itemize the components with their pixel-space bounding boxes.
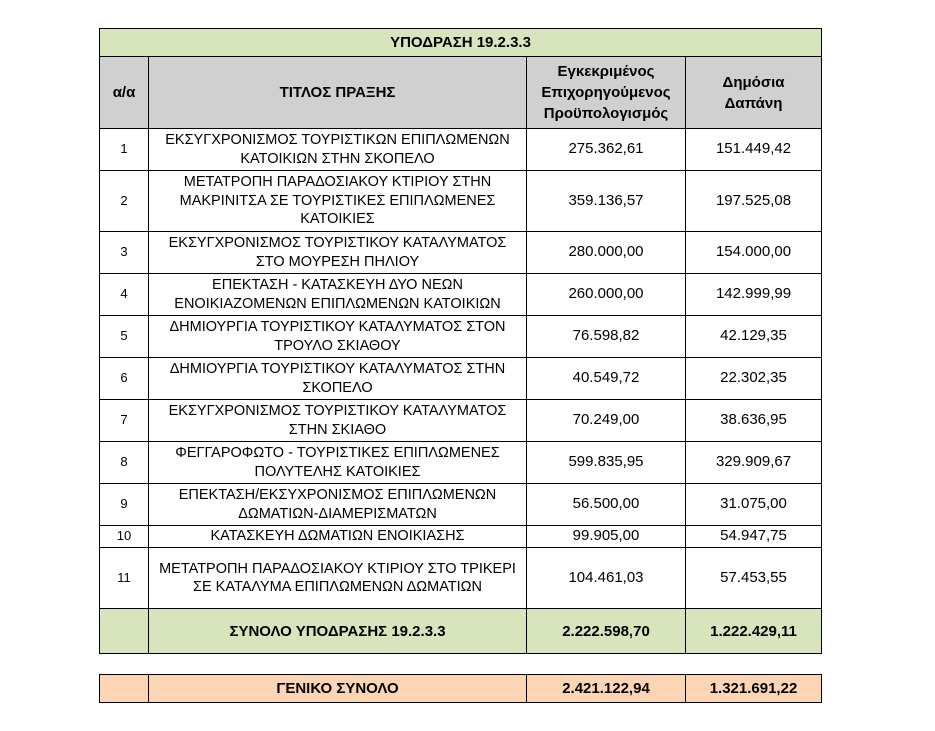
row-public: 329.909,67 (686, 442, 822, 484)
row-budget: 40.549,72 (527, 358, 686, 400)
row-title: ΚΑΤΑΣΚΕΥΗ ΔΩΜΑΤΙΩΝ ΕΝΟΙΚΙΑΣΗΣ (149, 526, 527, 548)
row-aa: 4 (100, 274, 149, 316)
row-public: 57.453,55 (686, 548, 822, 609)
header-budget-line: Προϋπολογισμός (543, 105, 669, 122)
grand-total-row (100, 675, 822, 703)
table-row (100, 129, 822, 171)
table-row (100, 526, 822, 548)
row-aa: 9 (100, 484, 149, 526)
table-row (100, 400, 822, 442)
row-public: 42.129,35 (686, 316, 822, 358)
row-public: 151.449,42 (686, 129, 822, 171)
header-public (686, 57, 822, 129)
row-aa: 2 (100, 171, 149, 232)
row-budget: 280.000,00 (527, 232, 686, 274)
grand-total-table (99, 674, 822, 703)
grand-total-budget: 2.421.122,94 (527, 675, 686, 703)
row-budget: 76.598,82 (527, 316, 686, 358)
grand-total-empty-cell (100, 675, 149, 703)
subtotal-empty-cell (100, 609, 149, 654)
table-row (100, 232, 822, 274)
row-public: 154.000,00 (686, 232, 822, 274)
subtotal-row (100, 609, 822, 654)
header-title: ΤΙΤΛΟΣ ΠΡΑΞΗΣ (149, 57, 527, 129)
row-title: ΦΕΓΓΑΡΟΦΩΤΟ - ΤΟΥΡΙΣΤΙΚΕΣ ΕΠΙΠΛΩΜΕΝΕΣ ΠΟΛΥΤΕΛΗΣ ΚΑΤΟΙΚΙΕΣ (149, 442, 527, 484)
row-public: 197.525,08 (686, 171, 822, 232)
table-row (100, 484, 822, 526)
table-row (100, 548, 822, 609)
grand-total-label: ΓΕΝΙΚΟ ΣΥΝΟΛΟ (149, 675, 527, 703)
row-aa: 6 (100, 358, 149, 400)
row-aa: 8 (100, 442, 149, 484)
table-row (100, 316, 822, 358)
row-budget: 56.500,00 (527, 484, 686, 526)
row-public: 142.999,99 (686, 274, 822, 316)
row-budget: 599.835,95 (527, 442, 686, 484)
header-budget (527, 57, 686, 129)
subtotal-label: ΣΥΝΟΛΟ ΥΠΟΔΡΑΣΗΣ 19.2.3.3 (149, 609, 527, 654)
row-title: ΔΗΜΙΟΥΡΓΙΑ ΤΟΥΡΙΣΤΙΚΟΥ ΚΑΤΑΛΥΜΑΤΟΣ ΣΤΟΝ ΤΡΟΥΛΟ ΣΚΙΑΘΟΥ (149, 316, 527, 358)
subaction-title: ΥΠΟΔΡΑΣΗ 19.2.3.3 (100, 29, 822, 57)
header-budget-line: Εγκεκριμένος (557, 63, 655, 80)
header-public-line: Δαπάνη (724, 94, 783, 112)
row-title: ΕΚΣΥΓΧΡΟΝΙΣΜΟΣ ΤΟΥΡΙΣΤΙΚΩΝ ΕΠΙΠΛΩΜΕΝΩΝ ΚΑΤΟΙΚΙΩΝ ΣΤΗΝ ΣΚΟΠΕΛΟ (149, 129, 527, 171)
header-row (100, 57, 822, 129)
row-title: ΕΠΕΚΤΑΣΗ/ΕΚΣΥΧΡΟΝΙΣΜΟΣ ΕΠΙΠΛΩΜΕΝΩΝ ΔΩΜΑΤΙΩΝ-ΔΙΑΜΕΡΙΣΜΑΤΩΝ (149, 484, 527, 526)
row-aa: 7 (100, 400, 149, 442)
header-budget-line: Επιχορηγούμενος (541, 84, 671, 101)
row-public: 22.302,35 (686, 358, 822, 400)
row-title: ΜΕΤΑΤΡΟΠΗ ΠΑΡΑΔΟΣΙΑΚΟΥ ΚΤΙΡΙΟΥ ΣΤΟ ΤΡΙΚΕΡΙ ΣΕ ΚΑΤΑΛΥΜΑ ΕΠΙΠΛΩΜΕΝΩΝ ΔΩΜΑΤΙΩΝ (149, 548, 527, 609)
row-title: ΜΕΤΑΤΡΟΠΗ ΠΑΡΑΔΟΣΙΑΚΟΥ ΚΤΙΡΙΟΥ ΣΤΗΝ ΜΑΚΡΙΝΙΤΣΑ ΣΕ ΤΟΥΡΙΣΤΙΚΕΣ ΕΠΙΠΛΩΜΕΝΕΣ ΚΑΤΟΙΚΙΕΣ (149, 171, 527, 232)
row-aa: 10 (100, 526, 149, 548)
row-aa: 11 (100, 548, 149, 609)
row-budget: 70.249,00 (527, 400, 686, 442)
row-title: ΕΠΕΚΤΑΣΗ - ΚΑΤΑΣΚΕΥΗ ΔΥΟ ΝΕΩΝ ΕΝΟΙΚΙΑΖΟΜΕΝΩΝ ΕΠΙΠΛΩΜΕΝΩΝ ΚΑΤΟΙΚΙΩΝ (149, 274, 527, 316)
header-aa: α/α (100, 57, 149, 129)
row-budget: 275.362,61 (527, 129, 686, 171)
row-public: 38.636,95 (686, 400, 822, 442)
row-aa: 1 (100, 129, 149, 171)
subaction-table (99, 28, 822, 654)
header-public-line: Δημόσια (722, 73, 785, 91)
row-public: 54.947,75 (686, 526, 822, 548)
row-title: ΕΚΣΥΓΧΡΟΝΙΣΜΟΣ ΤΟΥΡΙΣΤΙΚΟΥ ΚΑΤΑΛΥΜΑΤΟΣ ΣΤΗΝ ΣΚΙΑΘΟ (149, 400, 527, 442)
subtotal-budget: 2.222.598,70 (527, 609, 686, 654)
row-title: ΕΚΣΥΓΧΡΟΝΙΣΜΟΣ ΤΟΥΡΙΣΤΙΚΟΥ ΚΑΤΑΛΥΜΑΤΟΣ ΣΤΟ ΜΟΥΡΕΣΗ ΠΗΛΙΟΥ (149, 232, 527, 274)
table-row (100, 358, 822, 400)
row-budget: 359.136,57 (527, 171, 686, 232)
table-row (100, 442, 822, 484)
row-budget: 104.461,03 (527, 548, 686, 609)
table-row (100, 274, 822, 316)
row-aa: 5 (100, 316, 149, 358)
row-title: ΔΗΜΙΟΥΡΓΙΑ ΤΟΥΡΙΣΤΙΚΟΥ ΚΑΤΑΛΥΜΑΤΟΣ ΣΤΗΝ ΣΚΟΠΕΛΟ (149, 358, 527, 400)
row-budget: 99.905,00 (527, 526, 686, 548)
subaction-title-row (100, 29, 822, 57)
subtotal-public: 1.222.429,11 (686, 609, 822, 654)
row-public: 31.075,00 (686, 484, 822, 526)
row-budget: 260.000,00 (527, 274, 686, 316)
row-aa: 3 (100, 232, 149, 274)
table-row (100, 171, 822, 232)
grand-total-public: 1.321.691,22 (686, 675, 822, 703)
